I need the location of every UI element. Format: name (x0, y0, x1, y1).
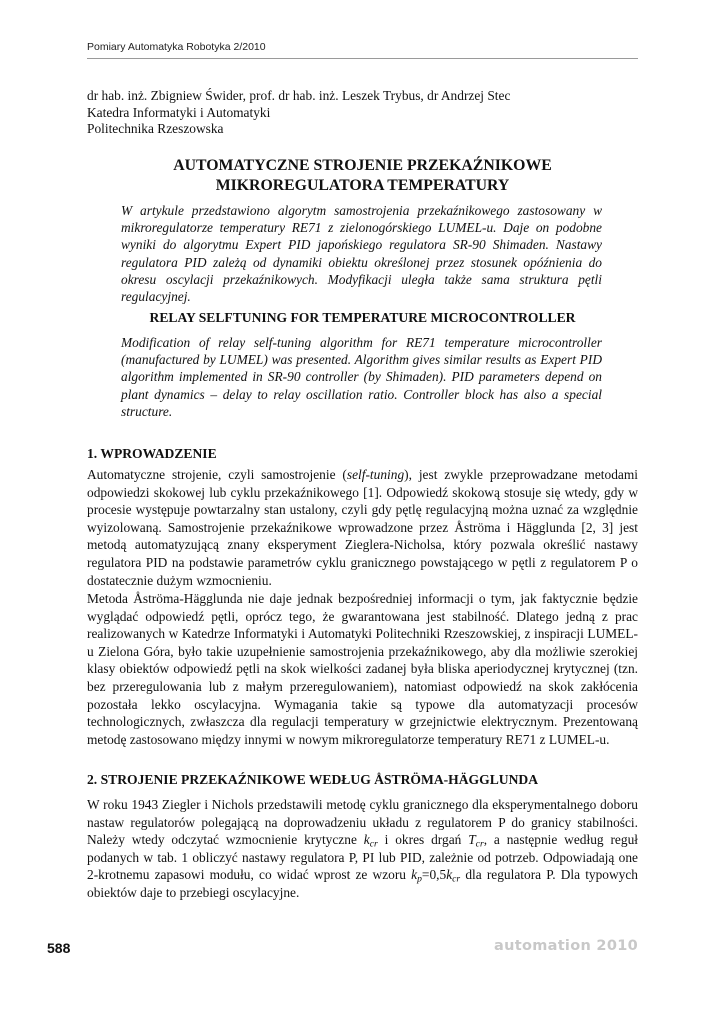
symbol-subscript: p (417, 873, 422, 885)
symbol-subscript: cr (452, 873, 461, 885)
title-line-1: AUTOMATYCZNE STROJENIE PRZEKAŹNIKOWE (173, 157, 552, 174)
section-1-paragraph-1 (87, 466, 638, 589)
footer-brand: automation 2010 (494, 938, 638, 954)
abstract-english: Modification of relay self-tuning algorithm for RE71 temperature microcontroller (manufactured by LUMEL) was presented. Algorithm gives similar results as Expert PID algorithm implemented in SR-90 controller (by Shimaden). PID parameters depend on plant dynamics – delay to relay oscillation ratio. Controller block has also a special structure. (121, 335, 602, 419)
formula-text: =0,5 (421, 867, 447, 883)
text-run: Automatyczne strojenie, czyli samostrojenie ( (87, 467, 347, 482)
page-number: 588 (47, 940, 71, 956)
section-2-heading: 2. STROJENIE PRZEKAŹNIKOWE WEDŁUG ÅSTRÖMA-HÄGGLUNDA (87, 772, 539, 787)
text-run: W roku 1943 Ziegler i Nichols przedstawili metodę cyklu granicznego dla eksperymentalnego doboru nastaw regulatorów polegającą na doprowadzeniu układu z regulatorem P do granicy stabilności. Należy wtedy odczytać wzmocnienie krytyczne (87, 797, 638, 848)
author-university: Politechnika Rzeszowska (87, 121, 224, 137)
title-line-2: MIKROREGULATORA TEMPERATURY (215, 177, 510, 194)
symbol-t: T (468, 832, 476, 848)
text-run: dla regulatora P. Dla typowych obiektów daje to przebiegi oscylacyjne. (87, 867, 638, 900)
symbol-k: k (411, 867, 418, 883)
paper-title-english: RELAY SELFTUNING FOR TEMPERATURE MICROCONTROLLER (149, 310, 576, 325)
symbol-k: k (446, 867, 453, 883)
symbol-subscript: cr (475, 838, 484, 850)
section-1-paragraph-2 (87, 590, 638, 748)
symbol-subscript: cr (369, 838, 378, 850)
header-rule (87, 58, 638, 59)
text-run: , a następnie według reguł podanych w tab. 1 obliczyć nastawy regulatora P, PI lub PID, zależnie od potrzeb. Odpowiadają one 2-krotnemu zapasowi modułu, co widać wprost ze wzoru (87, 832, 638, 883)
symbol-k: k (363, 832, 370, 848)
paper-title-polish (87, 156, 638, 196)
self-tuning-term: self-tuning (346, 467, 405, 482)
abstract-polish: W artykule przedstawiono algorytm samostrojenia przekaźnikowego zastosowany w mikroregulatorze temperatury RE71 z zielonogórskiego LUMEL-u. Daje on podobne wyniki do algorytmu Expert PID japońskiego regulatora SR-90 Shimaden. Nastawy regulatora PID zależą od dynamiki obiektu określonej przez stosunek opóźnienia do okresu oscylacji przekaźnikowych. Modyfikacji uległa także sama struktura pętli regulacyjnej. (121, 203, 602, 305)
paragraph-text: Metoda Åströma-Hägglunda nie daje jednak bezpośredniej informacji o tym, jak faktycznie będzie wyglądać odpowiedź pętli, oprócz tego, że gwarantowana jest stabilność. Dlatego jedną z prac realizowanych w Katedrze Informatyki i Automatyki Politechniki Rzeszowskiej, z inspiracji LUMEL-u Zielona Góra, było takie uzupełnienie samostrojenia przekaźnikowego, aby dla możliwie szerokiej klasy obiektów odpowiedź pętli na skok wielkości zadanej była bliska aperiodycznej krytycznej (tzn. bez przeregulowania lub z małym przeregulowaniem), natomiast odpowiedź na skok zakłócenia pozostała lekko oscylacyjna. Wymagania takie są typowe dla automatyzacji procesów technologicznych, zwłaszcza dla regulacji temperatury w grzejnictwie elektrycznym. Prezentowaną metodę zastosowano między innymi w nowym mikroregulatorze temperatury RE71 z LUMEL-u. (87, 591, 638, 747)
author-block (87, 88, 638, 138)
text-run: i okres drgań (377, 832, 469, 848)
section-1-heading: 1. WPROWADZENIE (87, 446, 217, 461)
text-run: ), jest zwykle przeprowadzane metodami odpowiedzi skokowej lub cyklu przekaźnikowego [1]. Odpowiedź skokową stosuje się wtedy, gdy w procesie występuje powtarzalny stan ustalony, czyli gdy pętlę regulacyjną można uznać za względnie wyizolowaną. Samostrojenie przekaźnikowe wprowadzone przez Åströma i Hägglunda [2, 3] jest metodą automatyzującą znany eksperyment Zieglera-Nicholsa, który pozwala określić nastawy regulatora PID na podstawie parametrów cyklu granicznego powstającego w pętli z regulatorem P o dostatecznie dużym wzmocnieniu. (87, 467, 638, 588)
journal-header: Pomiary Automatyka Robotyka 2/2010 (87, 41, 266, 53)
author-names: dr hab. inż. Zbigniew Świder, prof. dr hab. inż. Leszek Trybus, dr Andrzej Stec (87, 88, 511, 103)
section-2-paragraph-1 (87, 796, 638, 902)
author-department: Katedra Informatyki i Automatyki (87, 104, 271, 120)
